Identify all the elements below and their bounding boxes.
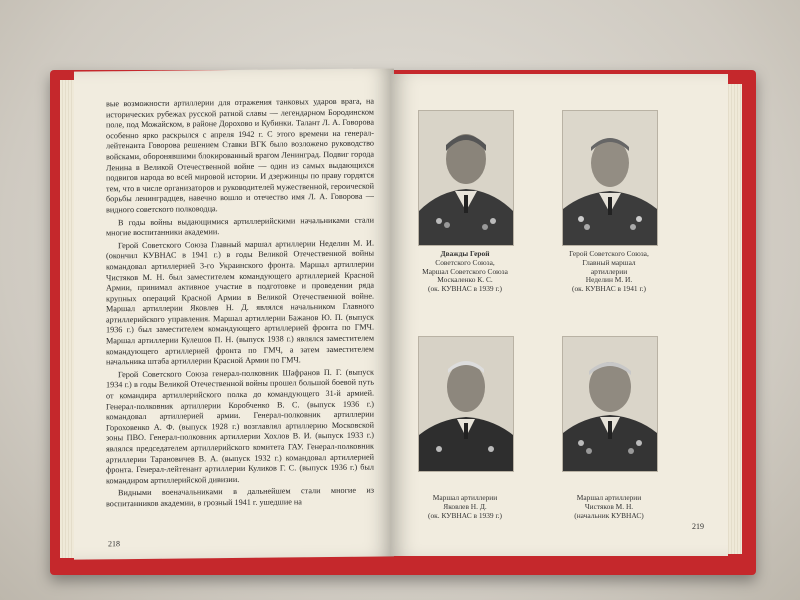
paragraph: Герой Советского Союза Главный маршал артиллерии Неделин М. И. (окончил КУВНАС в 1941 г.) в годы Великой Отечественной войны командовал артиллерией 3-го Украинского фронта. Маршал артиллерии Чистяков М. Н. был заместителем командующего артиллерией Красной Армии, принимал активное участие в подготовке и проведении ряда крупных операций Красной Армии в Великой Отечественной войне. Маршал артиллерии Яковлев Н. Д. являлся начальником Главного артиллерийского управления. Маршал артиллерии Бажанов Ю. П. (выпуск 1936 г.) был заместителем командующего артиллерией фронта по ГМЧ. Маршал артиллерии Кулешов П. Н. (выпуск 1938 г.) являлся заместителем командующего артиллерией фронта по ГМЧ, а затем заместителем начальника штаба артиллерии Красной Армии по ГМЧ. [106,238,374,367]
portrait-figure [419,337,513,471]
right-page [390,74,728,556]
page-number-right: 219 [692,522,704,531]
caption-line: (ок. КУВНАС в 1939 г.) [428,510,502,520]
caption-line: Маршал артиллерии [576,493,642,502]
portrait-figure [563,337,657,471]
caption-line: Яковлев Н. Д. [443,501,487,511]
page-number-left: 218 [108,539,120,549]
caption-line: Советского Союза, [435,257,495,267]
paragraph: Герой Советского Союза генерал-полковник Шафранов П. Г. (выпуск 1934 г.) в годы Великой Отечественной войны прошел большой боевой путь от командира артиллерийского полка до командующего 31-й армией. Генерал-полковник артиллерии Коробченко В. С. (выпуск 1936 г.) командовал артиллерией армии. Генерал-полковник артиллерии Гороховенко А. Ф. (выпуск 1928 г.) возглавлял артиллерию Московской зоны ПВО. Генерал-полковник артиллерии Хохлов В. И. (выпуск 1933 г.) являлся председателем артиллерийского комитета ГАУ. Генерал-полковник артиллерии Тарановичев В. А. (выпуск 1932 г.) командовал артиллерией фронта. Генерал-лейтенант артиллерии Куликов Г. С. (выпуск 1936 г.) был командиром артиллерийской дивизии. [106,367,374,486]
portrait-caption [405,250,525,294]
caption-line: (ок. КУВНАС в 1939 г.) [428,284,502,294]
caption-line: (ок. КУВНАС в 1941 г.) [572,284,646,294]
portrait-caption [405,494,525,520]
page-edges-right [726,84,742,554]
caption-line: Дважды Герой [440,249,490,258]
caption-line: (начальник КУВНАС) [574,510,644,520]
portrait-figure [419,111,513,245]
page-edges-left [60,80,74,558]
portrait-photo [418,336,514,472]
paragraph: Видными военачальниками в дальнейшем стали многие из воспитанников академии, в грозный 1941 г. ушедшие на [106,485,374,509]
portrait-figure [563,111,657,245]
portrait-caption [549,494,669,520]
caption-line: Маршал Советского Союза [422,266,508,276]
portrait-photo [418,110,514,246]
portrait-photo [562,336,658,472]
left-page-text [106,97,374,512]
portrait-caption [549,250,669,294]
paragraph: вые возможности артиллерии для отражения танковых ударов врага, на исторических рубежах русской ратной славы — легендарном Бородинском поле, под Можайском, в районе Дорохово и Кубинки. Талант Л. А. Говорова особенно ярко раскрылся с апреля 1942 г. С этого времени на генерал-лейтенанта Говорова решением Ставки ВГК было возложено руководство войсками, оборонявшими блокированный врагом Ленинград. Подвиг города Ленина в Великой Отечественной войне — один из самых выдающихся подвигов народа во всей мировой истории. И дзержинцы по праву гордятся тем, что в числе организаторов и руководителей мужественной, героической борьбы ленинградцев, навечно вошло и отечество имя Л. А. Говорова — видного советского полководца. [106,96,374,215]
caption-line: Главный маршал [582,257,636,267]
caption-line: Герой Советского Союза, [569,249,649,258]
caption-line: Москаленко К. С. [437,275,493,285]
paragraph: В годы войны выдающимися артиллерийскими начальниками стали многие воспитанники академии. [106,215,374,238]
caption-line: Чистяков М. Н. [584,501,634,511]
caption-line: Неделин М. И. [585,275,633,285]
caption-line: артиллерии [590,266,628,276]
left-page [74,68,394,559]
portrait-photo [562,110,658,246]
caption-line: Маршал артиллерии [432,493,498,502]
